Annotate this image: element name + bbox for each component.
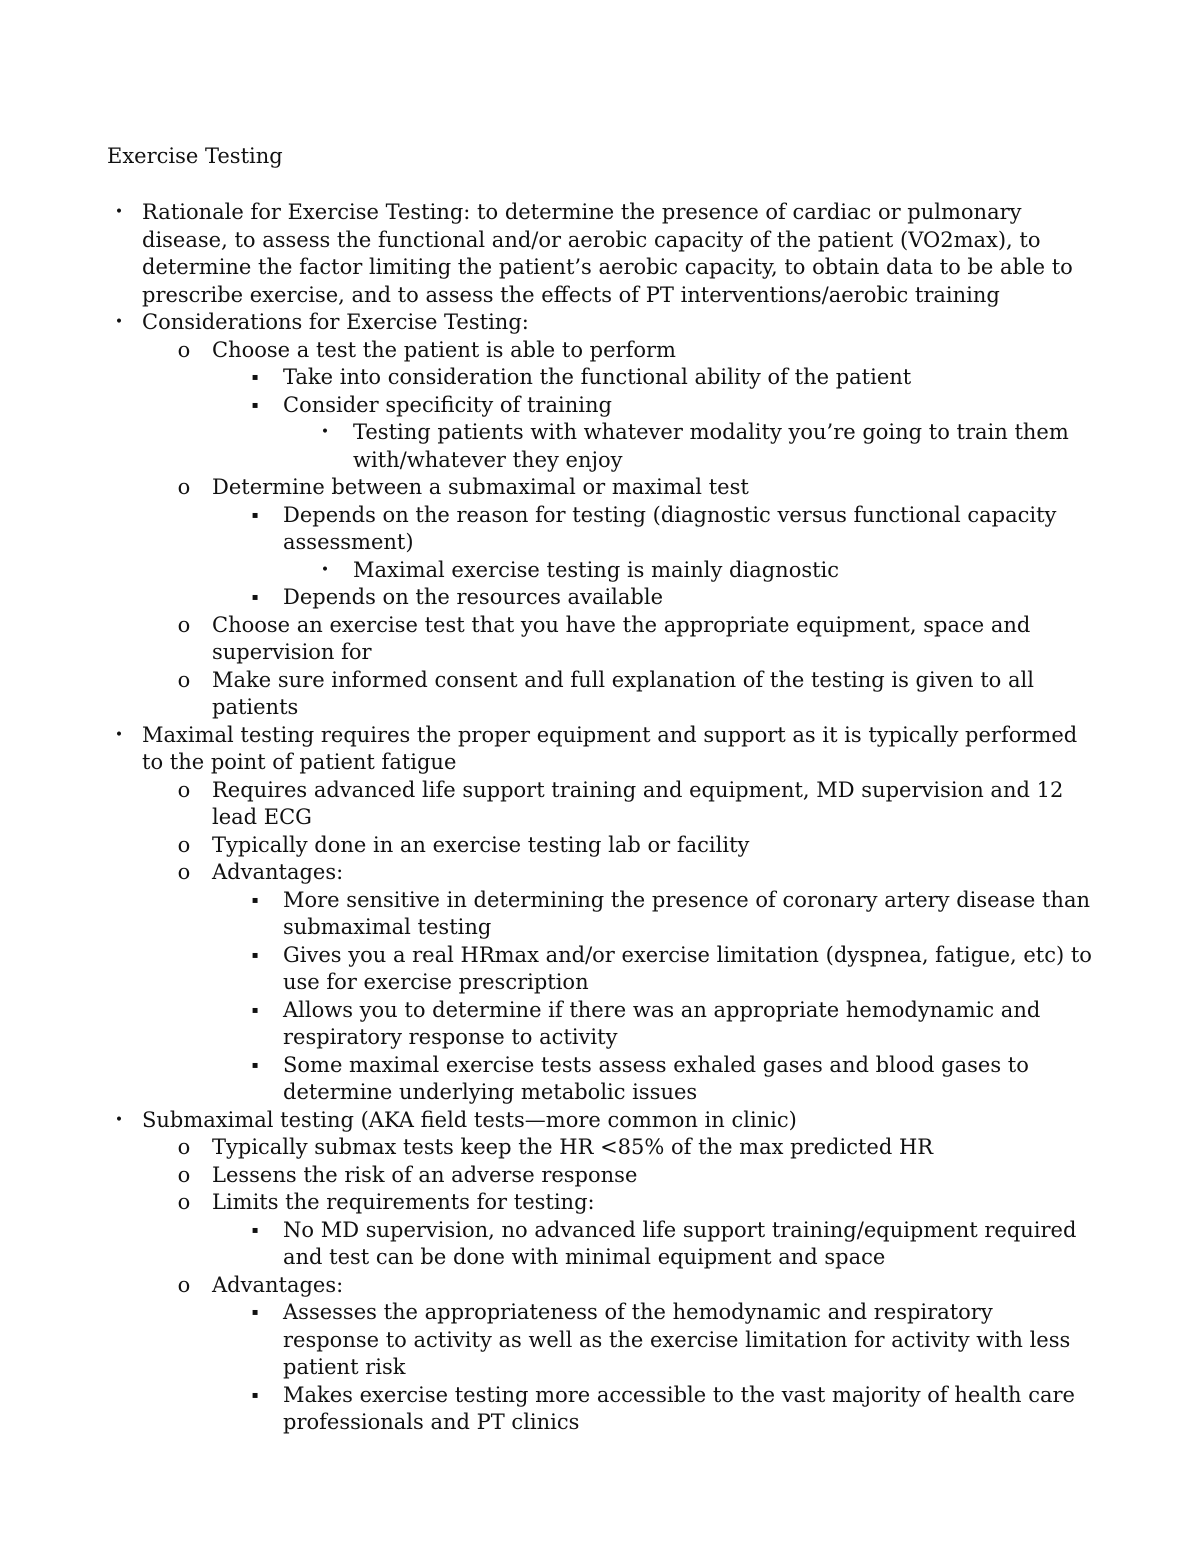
- list-item-text: Some maximal exercise tests assess exhaled gases and blood gases to determine underlying metabolic issues: [283, 1052, 1029, 1104]
- list-item-level-2: [0, 1217, 1200, 1272]
- list-item-text: Limits the requirements for testing:: [212, 1190, 595, 1214]
- square-bullet: ▪: [251, 592, 259, 603]
- square-bullet: ▪: [251, 1004, 259, 1016]
- outline-list: [0, 199, 1200, 1437]
- hollow-circle-bullet: o: [177, 1162, 191, 1187]
- list-item-level-2: [0, 392, 1200, 420]
- list-item-level-1: [0, 859, 1200, 887]
- list-item-text: Testing patients with whatever modality you’re going to train them with/whatever they enjoy: [353, 420, 1069, 472]
- square-bullet: ▪: [251, 1307, 259, 1318]
- list-item-text: Advantages:: [212, 860, 344, 884]
- list-item-level-2: [0, 942, 1200, 997]
- list-item-text: Maximal testing requires the proper equipment and support as it is typically performed to the point of patient fatigue: [142, 722, 1078, 774]
- filled-dot-bullet: •: [114, 314, 124, 330]
- list-item-text: Take into consideration the functional ability of the patient: [283, 365, 912, 389]
- hollow-circle-bullet: o: [177, 832, 191, 857]
- list-item-text: Gives you a real HRmax and/or exercise limitation (dyspnea, fatigue, etc) to use for exercise prescription: [283, 942, 1092, 994]
- list-item-level-0: [0, 199, 1200, 309]
- square-bullet: ▪: [251, 1224, 259, 1236]
- list-item-text: Considerations for Exercise Testing:: [142, 310, 529, 334]
- hollow-circle-bullet: o: [177, 860, 191, 884]
- list-item-text: Lessens the risk of an adverse response: [212, 1162, 638, 1187]
- list-item-text: No MD supervision, no advanced life support training/equipment required and test can be done with minimal equipment and space: [283, 1217, 1077, 1269]
- hollow-circle-bullet: o: [177, 777, 191, 802]
- list-item-text: Make sure informed consent and full explanation of the testing is given to all patients: [212, 667, 1034, 719]
- list-item-text: Consider specificity of training: [283, 392, 612, 417]
- list-item-level-2: [0, 364, 1200, 392]
- list-item-level-1: [0, 1272, 1200, 1300]
- list-item-level-2: [0, 1299, 1200, 1382]
- hollow-circle-bullet: o: [177, 1190, 191, 1214]
- square-bullet: ▪: [251, 509, 259, 521]
- list-item-level-0: [0, 1107, 1200, 1135]
- filled-dot-bullet: •: [114, 1111, 124, 1128]
- list-item-text: Depends on the resources available: [283, 585, 663, 609]
- list-item-level-2: [0, 1382, 1200, 1437]
- square-bullet: ▪: [251, 949, 259, 961]
- list-item-level-1: [0, 777, 1200, 832]
- list-item-level-3: [0, 419, 1200, 474]
- list-item-level-0: [0, 722, 1200, 777]
- list-item-level-1: [0, 667, 1200, 722]
- list-item-level-1: [0, 474, 1200, 502]
- list-item-level-2: [0, 502, 1200, 557]
- list-item-text: Requires advanced life support training and equipment, MD supervision and 12 lead ECG: [212, 777, 1064, 829]
- list-item-text: Typically submax tests keep the HR <85% of the max predicted HR: [212, 1135, 934, 1159]
- hollow-circle-bullet: o: [177, 337, 191, 362]
- square-bullet: ▪: [251, 1059, 259, 1071]
- list-item-level-1: [0, 337, 1200, 365]
- list-item-level-1: [0, 612, 1200, 667]
- list-item-text: Allows you to determine if there was an appropriate hemodynamic and respiratory response to activity: [283, 997, 1041, 1049]
- filled-dot-bullet: •: [114, 726, 124, 743]
- square-bullet: ▪: [251, 894, 259, 906]
- hollow-circle-bullet: o: [177, 1272, 191, 1297]
- list-item-level-1: [0, 832, 1200, 860]
- filled-dot-bullet: •: [320, 561, 330, 578]
- hollow-circle-bullet: o: [177, 612, 191, 637]
- list-item-level-1: [0, 1189, 1200, 1217]
- list-item-text: Depends on the reason for testing (diagnostic versus functional capacity assessment): [283, 502, 1057, 554]
- list-item-text: Advantages:: [212, 1272, 344, 1297]
- list-item-level-1: [0, 1162, 1200, 1190]
- list-item-level-2: [0, 997, 1200, 1052]
- filled-dot-bullet: •: [320, 424, 330, 440]
- list-item-text: Assesses the appropriateness of the hemodynamic and respiratory response to activity as well as the exercise limitation for activity with less patient risk: [283, 1300, 1071, 1379]
- list-item-text: Makes exercise testing more accessible to the vast majority of health care professionals and PT clinics: [283, 1382, 1075, 1434]
- square-bullet: ▪: [251, 1389, 259, 1401]
- page-title: Exercise Testing: [107, 144, 283, 168]
- hollow-circle-bullet: o: [177, 667, 191, 692]
- list-item-level-2: [0, 584, 1200, 612]
- list-item-text: More sensitive in determining the presence of coronary artery disease than submaximal testing: [283, 887, 1090, 939]
- list-item-text: Determine between a submaximal or maximal test: [212, 475, 749, 499]
- square-bullet: ▪: [251, 372, 259, 383]
- list-item-level-0: [0, 309, 1200, 337]
- hollow-circle-bullet: o: [177, 1135, 191, 1159]
- list-item-text: Rationale for Exercise Testing: to determine the presence of cardiac or pulmonary disease, to assess the functional and/or aerobic capacity of the patient (VO2max), to determine the factor limiting the patient’s aerobic capacity, to obtain data to be able to prescribe exercise, and to assess the effects of PT interventions/aerobic training: [142, 200, 1073, 307]
- list-item-text: Typically done in an exercise testing lab or facility: [212, 832, 750, 857]
- list-item-level-2: [0, 1052, 1200, 1107]
- square-bullet: ▪: [251, 399, 259, 411]
- hollow-circle-bullet: o: [177, 475, 191, 499]
- filled-dot-bullet: •: [114, 204, 124, 220]
- list-item-text: Choose a test the patient is able to perform: [212, 337, 676, 362]
- list-item-text: Choose an exercise test that you have the appropriate equipment, space and supervision for: [212, 612, 1031, 664]
- list-item-level-3: [0, 557, 1200, 585]
- list-item-text: Maximal exercise testing is mainly diagnostic: [353, 557, 840, 582]
- list-item-level-1: [0, 1134, 1200, 1162]
- list-item-text: Submaximal testing (AKA field tests—more common in clinic): [142, 1107, 797, 1132]
- list-item-level-2: [0, 887, 1200, 942]
